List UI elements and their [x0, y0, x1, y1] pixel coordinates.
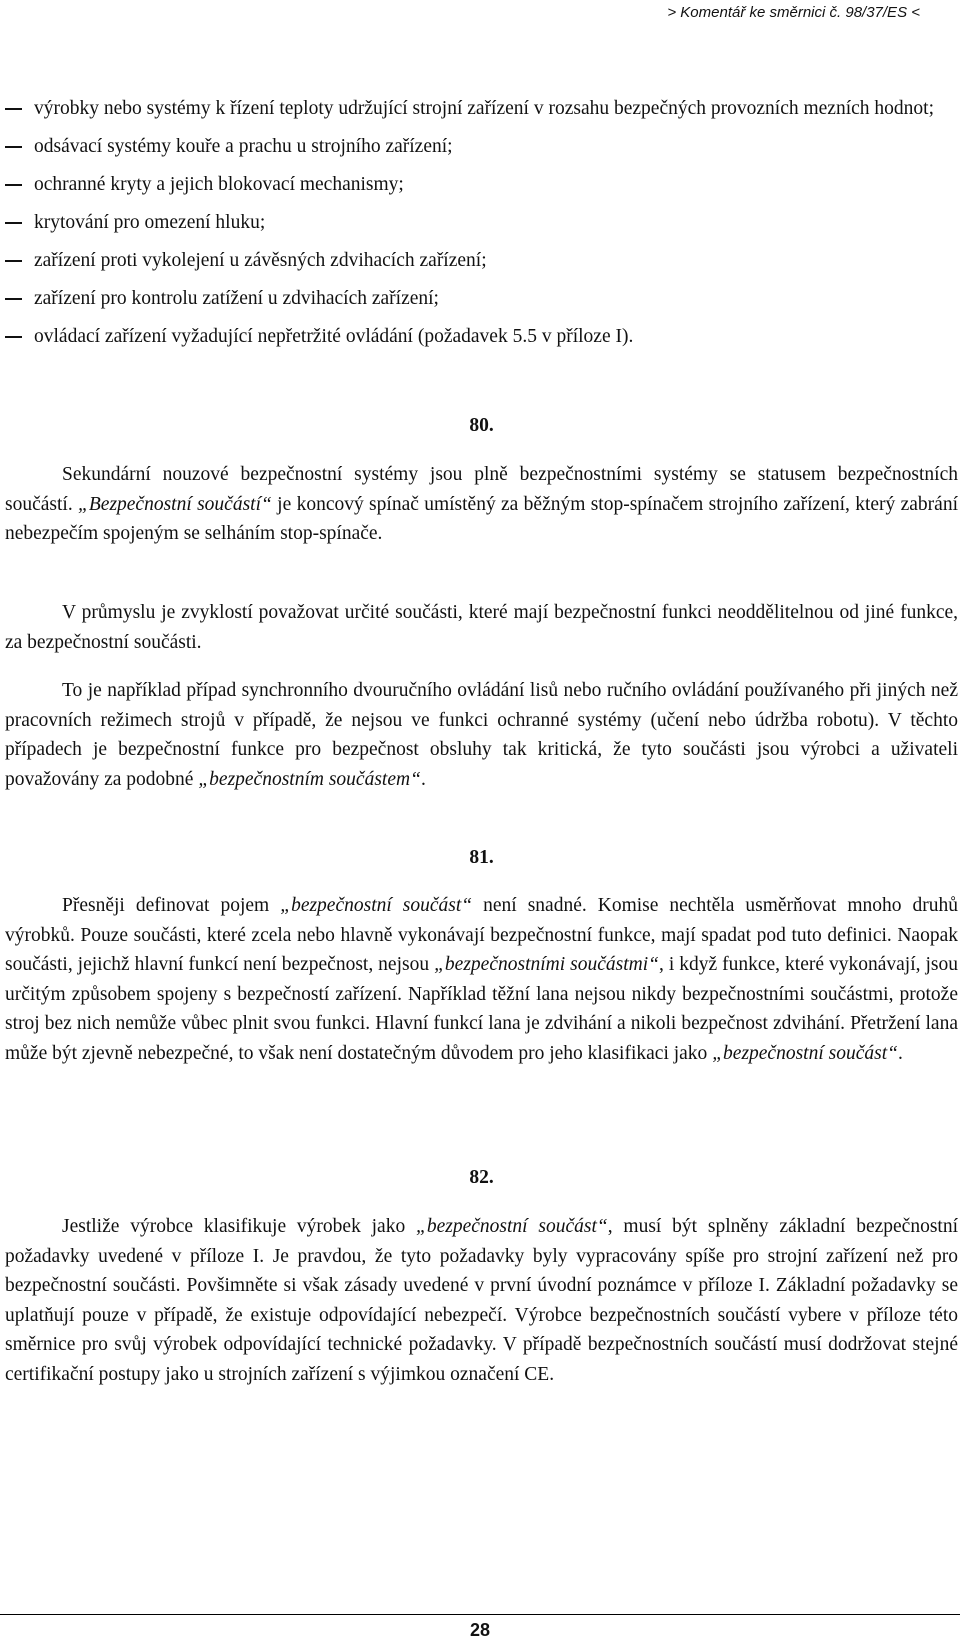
page-number: 28 — [469, 1620, 491, 1640]
list-item: krytování pro omezení hluku; — [5, 208, 958, 238]
paragraph-80-3: To je například případ synchronního dvouručního ovládání lisů nebo ručního ovládání používaného při jiných než pracovních režimech strojů v případě, že nejsou ve funkci ochranné systémy (učení nebo údržba robotu). V těchto případech je bezpečnostní funkce pro bezpečnost obsluhy tak kritická, že tyto součásti jsou výrobci a uživateli považovány za podobné „bezpečnostním součástem“. — [5, 680, 958, 790]
list-item: ovládací zařízení vyžadující nepřetržité ovládání (požadavek 5.5 v příloze I). — [5, 322, 958, 352]
list-item: výrobky nebo systémy k řízení teploty udržující strojní zařízení v rozsahu bezpečných provozních mezních hodnot; — [5, 94, 958, 124]
paragraph-81-1: Přesněji definovat pojem „bezpečnostní součást“ není snadné. Komise nechtěla usměrňovat mnoho druhů výrobků. Pouze součásti, které zcela nebo hlavně vykonávají bezpečnostní funkce, mají spadat pod tuto definici. Naopak součásti, jejichž hlavní funkcí není bezpečnost, nejsou „bezpečnostními součástmi“, i když funkce, které vykonávají, jsou určitým způsobem spojeny s bezpečností zařízení. Například těžní lana nejsou nikdy bezpečnostními součástmi, protože stroj bez nich nemůže vůbec plnit svou funkci. Hlavní funkcí lana je zdvihání a nikoli bezpečnost zdvihání. Přetržení lana může být zjevně nebezpečné, to však není dostatečným důvodem pro jeho klasifikaci jako „bezpečnostní součást“. — [5, 895, 959, 1064]
paragraph-80-1: Sekundární nouzové bezpečnostní systémy jsou plně bezpečnostními systémy se statusem bezpečnostních součástí. „Bezpečnostní součástí“ je koncový spínač umístěný za běžným stop-spínačem strojního zařízení, který zabrání nebezpečím spojeným se selháním stop-spínače. — [5, 464, 958, 544]
footer-divider — [0, 1614, 960, 1615]
dash-bullet-icon — [5, 222, 22, 224]
running-header: > Komentář ke směrnici č. 98/37/ES < — [667, 4, 920, 21]
dash-bullet-icon — [5, 108, 22, 110]
list-item: ochranné kryty a jejich blokovací mechanismy; — [5, 170, 958, 200]
bullet-list — [5, 94, 958, 360]
list-item: zařízení proti vykolejení u závěsných zdvihacích zařízení; — [5, 246, 958, 276]
dash-bullet-icon — [5, 184, 22, 186]
section-number-80: 80. — [469, 415, 494, 436]
section-number-81: 81. — [469, 847, 494, 868]
dash-bullet-icon — [5, 298, 22, 300]
list-item: odsávací systémy kouře a prachu u strojního zařízení; — [5, 132, 958, 162]
section-number-82: 82. — [469, 1167, 494, 1188]
dash-bullet-icon — [5, 336, 22, 338]
dash-bullet-icon — [5, 146, 22, 148]
list-item: zařízení pro kontrolu zatížení u zdvihacích zařízení; — [5, 284, 958, 314]
paragraph-82-1: Jestliže výrobce klasifikuje výrobek jako „bezpečnostní součást“, musí být splněny základní bezpečnostní požadavky uvedené v příloze I. Je pravdou, že tyto požadavky byly vypracovány spíše pro strojní zařízení než pro bezpečnostní součásti. Povšimněte si však zásady uvedené v první úvodní poznámce v příloze I. Základní požadavky se uplatňují pouze v případě, že existuje odpovídající nebezpečí. Výrobce bezpečnostních součástí vybere v příloze této směrnice pro svůj výrobek odpovídající technické požadavky. V případě bezpečnostních součástí musí dodržovat stejné certifikační postupy jako u strojních zařízení s výjimkou označení CE. — [5, 1216, 958, 1385]
dash-bullet-icon — [5, 260, 22, 262]
paragraph-80-2: V průmyslu je zvyklostí považovat určité součásti, které mají bezpečnostní funkci neoddělitelnou od jiné funkce, za bezpečnostní součásti. — [5, 602, 958, 653]
